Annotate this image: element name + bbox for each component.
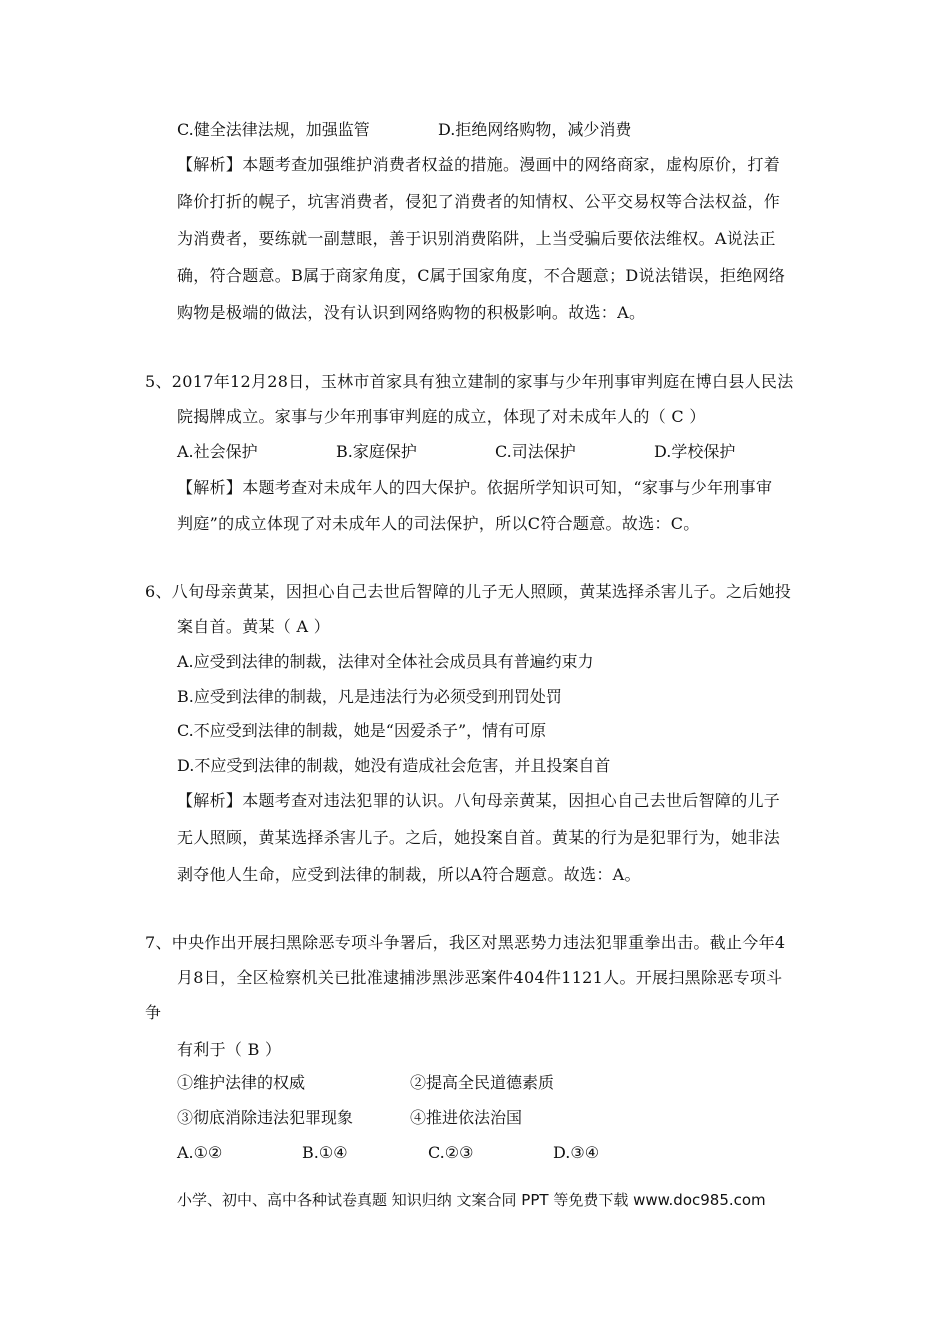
analysis-line: 购物是极端的做法，没有认识到网络购物的积极影响。故选：A。: [177, 303, 646, 322]
q5-option-c: C.司法保护: [495, 442, 576, 461]
q6-option-c: C.不应受到法律的制裁，她是“因爱杀子”，情有可原: [177, 721, 547, 740]
q6-option-b: B.应受到法律的制裁，凡是违法行为必须受到刑罚处罚: [177, 687, 562, 706]
q6-analysis-line: 无人照顾，黄某选择杀害儿子。之后，她投案自首。黄某的行为是犯罪行为，她非法: [177, 828, 781, 847]
q7-option-d: D.③④: [553, 1143, 600, 1162]
question-6-stem: 6、八旬母亲黄某，因担心自己去世后智障的儿子无人照顾，黄某选择杀害儿子。之后她投: [145, 582, 792, 601]
analysis-line: 为消费者，要练就一副慧眼，善于识别消费陷阱，上当受骗后要依法维权。A说法正: [177, 229, 776, 248]
analysis-line: 确，符合题意。B属于商家角度，C属于国家角度，不合题意；D说法错误，拒绝网络: [177, 266, 786, 285]
question-7-stem: 有利于（ B ）: [177, 1040, 282, 1059]
q6-option-d: D.不应受到法律的制裁，她没有造成社会危害，并且投案自首: [177, 756, 611, 775]
q5-option-d: D.学校保护: [654, 442, 736, 461]
q6-option-a: A.应受到法律的制裁，法律对全体社会成员具有普遍约束力: [177, 652, 594, 671]
q7-option-a: A.①②: [177, 1143, 223, 1162]
option-c: C.健全法律法规，加强监管: [177, 120, 370, 139]
q7-statement-4: ④推进依法治国: [410, 1108, 523, 1127]
q6-analysis-line: 【解析】本题考查对违法犯罪的认识。八旬母亲黄某，因担心自己去世后智障的儿子: [177, 791, 781, 810]
q5-analysis-line: 【解析】本题考查对未成年人的四大保护。依据所学知识可知，“家事与少年刑事审: [177, 478, 773, 497]
q6-analysis-line: 剥夺他人生命，应受到法律的制裁，所以A符合题意。故选：A。: [177, 865, 641, 884]
question-6-stem: 案自首。黄某（ A ）: [177, 617, 331, 636]
page-footer: 小学、初中、高中各种试卷真题 知识归纳 文案合同 PPT 等免费下载 www.doc985.com: [177, 1191, 766, 1209]
q5-option-a: A.社会保护: [177, 442, 258, 461]
q7-option-c: C.②③: [428, 1143, 474, 1162]
question-7-stem: 7、中央作出开展扫黑除恶专项斗争署后，我区对黑恶势力违法犯罪重拳出击。截止今年4: [145, 933, 786, 952]
q5-analysis-line: 判庭”的成立体现了对未成年人的司法保护，所以C符合题意。故选：C。: [177, 514, 700, 533]
option-d: D.拒绝网络购物，减少消费: [438, 120, 632, 139]
q7-statement-1: ①维护法律的权威: [177, 1073, 306, 1092]
q7-statement-2: ②提高全民道德素质: [410, 1073, 555, 1092]
question-5-stem: 院揭牌成立。家事与少年刑事审判庭的成立，体现了对未成年人的（ C ）: [177, 407, 706, 426]
question-5-stem: 5、2017年12月28日，玉林市首家具有独立建制的家事与少年刑事审判庭在博白县人民法: [145, 372, 794, 391]
analysis-line: 降价打折的幌子，坑害消费者，侵犯了消费者的知情权、公平交易权等合法权益，作: [177, 192, 781, 211]
q7-statement-3: ③彻底消除违法犯罪现象: [177, 1108, 354, 1127]
q5-option-b: B.家庭保护: [336, 442, 417, 461]
question-7-stem: 争: [145, 1003, 162, 1022]
analysis-line: 【解析】本题考查加强维护消费者权益的措施。漫画中的网络商家，虚构原价，打着: [177, 155, 781, 174]
q7-option-b: B.①④: [302, 1143, 348, 1162]
question-7-stem: 月8日，全区检察机关已批准逮捕涉黑涉恶案件404件1121人。开展扫黑除恶专项斗: [177, 968, 783, 987]
